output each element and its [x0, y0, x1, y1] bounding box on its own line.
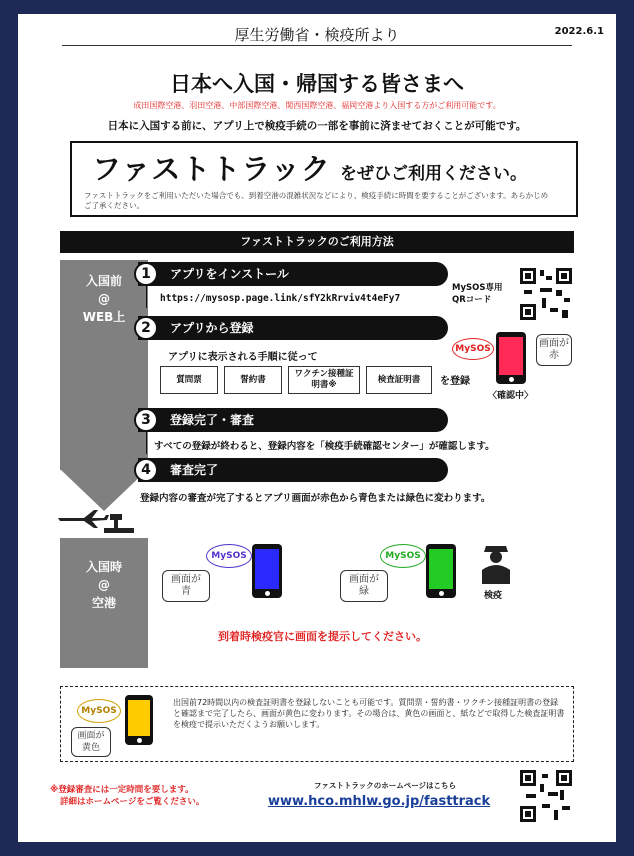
screen-yellow-label: 画面が黄色 — [71, 727, 111, 757]
homepage-label: ファストトラックのホームページはこちら — [314, 781, 457, 790]
step-4-number: 4 — [134, 458, 158, 482]
airports-note: 成田国際空港、羽田空港、中部国際空港、関西国際空港、福岡空港より入国する方がご利用可能です。 — [133, 101, 501, 110]
phone-yellow-icon — [125, 695, 153, 745]
doc-pledge: 誓約書 — [224, 366, 282, 394]
screen-red-label: 画面が赤 — [536, 334, 572, 366]
step-1-number: 1 — [134, 262, 158, 286]
header-date: 2022.6.1 — [554, 26, 604, 37]
qr-label — [452, 282, 502, 306]
phone-green-icon — [426, 544, 456, 598]
phase-before-at: @ — [98, 292, 110, 306]
step-3-label: 登録完了・審査 — [170, 413, 255, 427]
phone-blue-icon — [252, 544, 282, 598]
airplane-airport-icon — [54, 504, 134, 534]
step-2-number: 2 — [134, 316, 158, 340]
intro-text: 日本に入国する前に、アプリ上で検疫手続の一部を事前に済ませておくことが可能です。 — [107, 120, 527, 132]
phase-arrival-column — [60, 538, 148, 668]
phase-arrival-label: 入国時 — [85, 560, 122, 574]
present-instruction: 到着時検疫官に画面を提示してください。 — [218, 630, 427, 643]
checking-label: 〈確認中〉 — [488, 391, 534, 401]
fasttrack-banner — [70, 141, 578, 217]
mysos-badge-red: MySOS — [452, 338, 494, 360]
qr-label-line1: MySOS専用 — [452, 283, 503, 293]
qr-label-line2: QRコード — [452, 295, 492, 305]
step-4-label: 審査完了 — [170, 463, 219, 477]
footer-warning-line1: ※登録審査には一定時間を要します。 — [50, 785, 194, 795]
headline: 日本へ入国・帰国する皆さまへ — [170, 72, 464, 96]
quarantine-officer-icon — [478, 540, 514, 584]
mysos-badge-blue: MySOS — [206, 544, 252, 568]
phone-red-icon — [496, 332, 526, 384]
doc-vaccine: ワクチン接種証明書※ — [288, 366, 360, 394]
step-3-number: 3 — [134, 408, 158, 432]
phase-arrival-where: 空港 — [91, 596, 116, 610]
step-2-label: アプリから登録 — [170, 321, 254, 335]
doc-test: 検査証明書 — [366, 366, 432, 394]
phase-before-where: WEB上 — [82, 310, 126, 324]
step-1-line — [146, 286, 147, 308]
mysos-badge-yellow: MySOS — [77, 699, 121, 723]
register-suffix: を登録 — [440, 376, 470, 387]
fasttrack-title: ファストトラック — [92, 152, 331, 186]
mysos-badge-green: MySOS — [380, 544, 426, 568]
screen-green-label: 画面が緑 — [340, 570, 388, 602]
step-4-bar — [138, 458, 448, 482]
fasttrack-note: ファストトラックをご利用いただいた場合でも、到着空港の混雑状況などにより、検疫手続に時間を要することがございます。あらかじめご了承ください。 — [84, 191, 549, 210]
footer-warning-line2: 詳細はホームページをご覧ください。 — [60, 797, 205, 807]
register-intro: アプリに表示される手順に従って — [168, 352, 318, 363]
step-2-bar — [138, 316, 448, 340]
yellow-screen-box — [60, 686, 574, 762]
install-url[interactable]: https://mysosp.page.link/sfY2kRrviv4t4eFy7 — [160, 293, 401, 304]
phase-before-label: 入国前 — [85, 274, 122, 288]
step-1-bar — [138, 262, 448, 286]
qr-code-icon[interactable] — [520, 268, 572, 320]
step-3-text: すべての登録が終わると、登録内容を「検疫手続確認センター」が確認します。 — [154, 441, 495, 452]
fasttrack-suffix: をぜひご利用ください。 — [340, 164, 527, 184]
phase-arrival-at: @ — [98, 578, 110, 592]
yellow-explanation: 出国前72時間以内の検査証明書を登録しないことも可能です。質問票・誓約書・ワクチン接種証明書の登録と確認まで完了したら、画面が黄色に変わります。その場合は、黄色の画面と、紙などで取得した検査証明書を検疫で提示いただくようお願いします。 — [173, 698, 565, 729]
step-4-text: 登録内容の審査が完了するとアプリ画面が赤色から青色または緑色に変わります。 — [140, 493, 491, 504]
screen-blue-label: 画面が青 — [162, 570, 210, 602]
phase-before-column — [60, 260, 148, 470]
doc-questionnaire: 質問票 — [160, 366, 218, 394]
step-3-bar — [138, 408, 448, 432]
howto-title: ファストトラックのご利用方法 — [60, 231, 574, 253]
notice-sheet — [18, 14, 616, 842]
footer-qr-code-icon[interactable] — [520, 770, 572, 822]
header-title: 厚生労働省・検疫所より — [62, 24, 572, 46]
homepage-link[interactable]: www.hco.mhlw.go.jp/fasttrack — [268, 794, 491, 809]
footer-warning — [50, 784, 204, 808]
step-1-label: アプリをインストール — [170, 267, 289, 281]
step-3-line — [146, 432, 147, 454]
quarantine-label: 検疫 — [484, 591, 503, 601]
